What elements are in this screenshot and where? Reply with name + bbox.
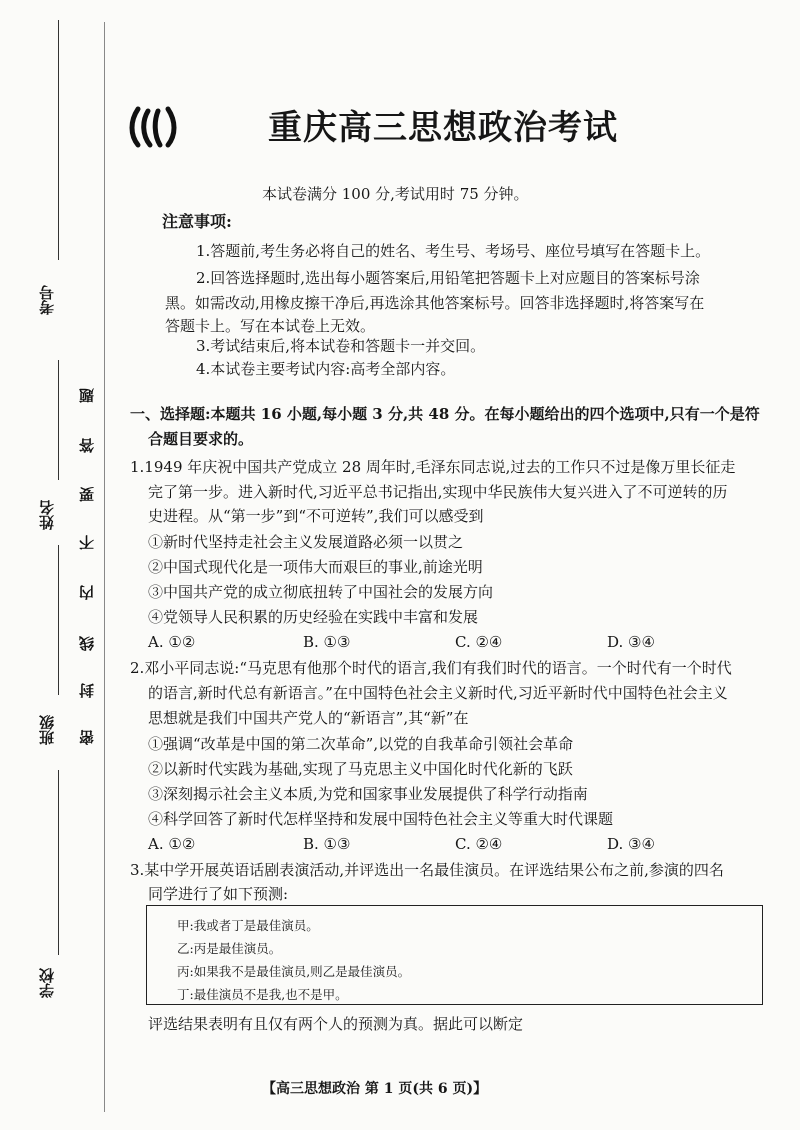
seal-char: 不 bbox=[78, 535, 96, 550]
q1-item: ②中国式现代化是一项伟大而艰巨的事业,前途光明 bbox=[148, 558, 483, 576]
exam-logo-icon bbox=[128, 103, 180, 151]
seal-char: 题 bbox=[78, 388, 96, 403]
q2-option-a: A. ①② bbox=[148, 835, 196, 853]
q2-option-d: D. ③④ bbox=[607, 835, 655, 853]
prediction-bing: 丙:如果我不是最佳演员,则乙是最佳演员。 bbox=[177, 964, 411, 979]
notice-line: 2.回答选择题时,选出每小题答案后,用铅笔把答题卡上对应题目的答案标号涂 bbox=[196, 269, 700, 287]
exam-no-line bbox=[58, 20, 59, 260]
seal-char: 要 bbox=[78, 487, 96, 502]
section-heading-cont: 合题目要求的。 bbox=[148, 430, 254, 448]
school-line bbox=[58, 770, 59, 955]
page-title: 重庆高三思想政治考试 bbox=[268, 108, 618, 148]
q1-item: ①新时代坚持走社会主义发展道路必须一以贯之 bbox=[148, 533, 464, 551]
q2-stem: 思想就是我们中国共产党人的“新语言”,其“新”在 bbox=[148, 709, 469, 727]
q3-stem: 同学进行了如下预测: bbox=[148, 885, 289, 903]
q2-item: ④科学回答了新时代怎样坚持和发展中国特色社会主义等重大时代课题 bbox=[148, 810, 614, 828]
prediction-yi: 乙:丙是最佳演员。 bbox=[177, 941, 282, 956]
section-heading: 一、选择题:本题共 16 小题,每小题 3 分,共 48 分。在每小题给出的四个选项中,只有一个是符 bbox=[130, 405, 760, 423]
notice-line: 4.本试卷主要考试内容:高考全部内容。 bbox=[196, 360, 456, 378]
q1-option-c: C. ②④ bbox=[455, 633, 503, 651]
q1-option-b: B. ①③ bbox=[303, 633, 351, 651]
notice-line: 黑。如需改动,用橡皮擦干净后,再选涂其他答案标号。回答非选择题时,将答案写在 bbox=[165, 294, 705, 312]
notice-line: 3.考试结束后,将本试卷和答题卡一并交回。 bbox=[196, 337, 486, 355]
q1-stem: 1.1949 年庆祝中国共产党成立 28 周年时,毛泽东同志说,过去的工作只不过是像万里长征走 bbox=[130, 458, 736, 476]
prediction-box bbox=[146, 905, 763, 1005]
q1-stem: 完了第一步。进入新时代,习近平总书记指出,实现中华民族伟大复兴进入了不可逆转的历 bbox=[148, 483, 728, 501]
class-label: 班级 bbox=[38, 715, 56, 745]
name-label: 姓名 bbox=[38, 500, 56, 530]
seal-char: 封 bbox=[78, 683, 96, 698]
binding-line bbox=[104, 22, 105, 1112]
q1-option-d: D. ③④ bbox=[607, 633, 655, 651]
exam-no-label: 考号 bbox=[38, 285, 56, 315]
q1-item: ③中国共产党的成立彻底扭转了中国社会的发展方向 bbox=[148, 583, 494, 601]
q2-option-b: B. ①③ bbox=[303, 835, 351, 853]
q2-stem: 的语言,新时代总有新语言。”在中国特色社会主义新时代,习近平新时代中国特色社会主义 bbox=[148, 684, 728, 702]
seal-char: 内 bbox=[78, 585, 96, 600]
prediction-jia: 甲:我或者丁是最佳演员。 bbox=[177, 918, 319, 933]
q2-item: ③深刻揭示社会主义本质,为党和国家事业发展提供了科学行动指南 bbox=[148, 785, 588, 803]
notice-heading: 注意事项: bbox=[162, 212, 232, 231]
seal-char: 答 bbox=[78, 438, 96, 453]
notice-line: 1.答题前,考生务必将自己的姓名、考生号、考场号、座位号填写在答题卡上。 bbox=[196, 242, 711, 260]
q1-option-a: A. ①② bbox=[148, 633, 196, 651]
page-footer: 【高三思想政治 第 1 页(共 6 页)】 bbox=[262, 1081, 488, 1097]
exam-subtitle: 本试卷满分 100 分,考试用时 75 分钟。 bbox=[262, 185, 529, 203]
notice-line: 答题卡上。写在本试卷上无效。 bbox=[165, 317, 376, 335]
q2-option-c: C. ②④ bbox=[455, 835, 503, 853]
q1-stem: 史进程。从“第一步”到“不可逆转”,我们可以感受到 bbox=[148, 507, 484, 525]
prediction-ding: 丁:最佳演员不是我,也不是甲。 bbox=[177, 987, 348, 1002]
seal-char: 密 bbox=[78, 730, 96, 745]
name-line bbox=[58, 360, 59, 480]
q2-stem: 2.邓小平同志说:“马克思有他那个时代的语言,我们有我们时代的语言。一个时代有一个时代 bbox=[130, 659, 732, 677]
seal-char: 线 bbox=[78, 636, 96, 651]
q3-conclusion: 评选结果表明有且仅有两个人的预测为真。据此可以断定 bbox=[148, 1015, 524, 1033]
class-line bbox=[58, 545, 59, 695]
q3-stem: 3.某中学开展英语话剧表演活动,并评选出一名最佳演员。在评选结果公布之前,参演的四名 bbox=[130, 861, 724, 879]
school-label: 学校 bbox=[38, 968, 56, 998]
q2-item: ①强调“改革是中国的第二次革命”,以党的自我革命引领社会革命 bbox=[148, 735, 574, 753]
q2-item: ②以新时代实践为基础,实现了马克思主义中国化时代化新的飞跃 bbox=[148, 760, 573, 778]
q1-item: ④党领导人民积累的历史经验在实践中丰富和发展 bbox=[148, 608, 479, 626]
